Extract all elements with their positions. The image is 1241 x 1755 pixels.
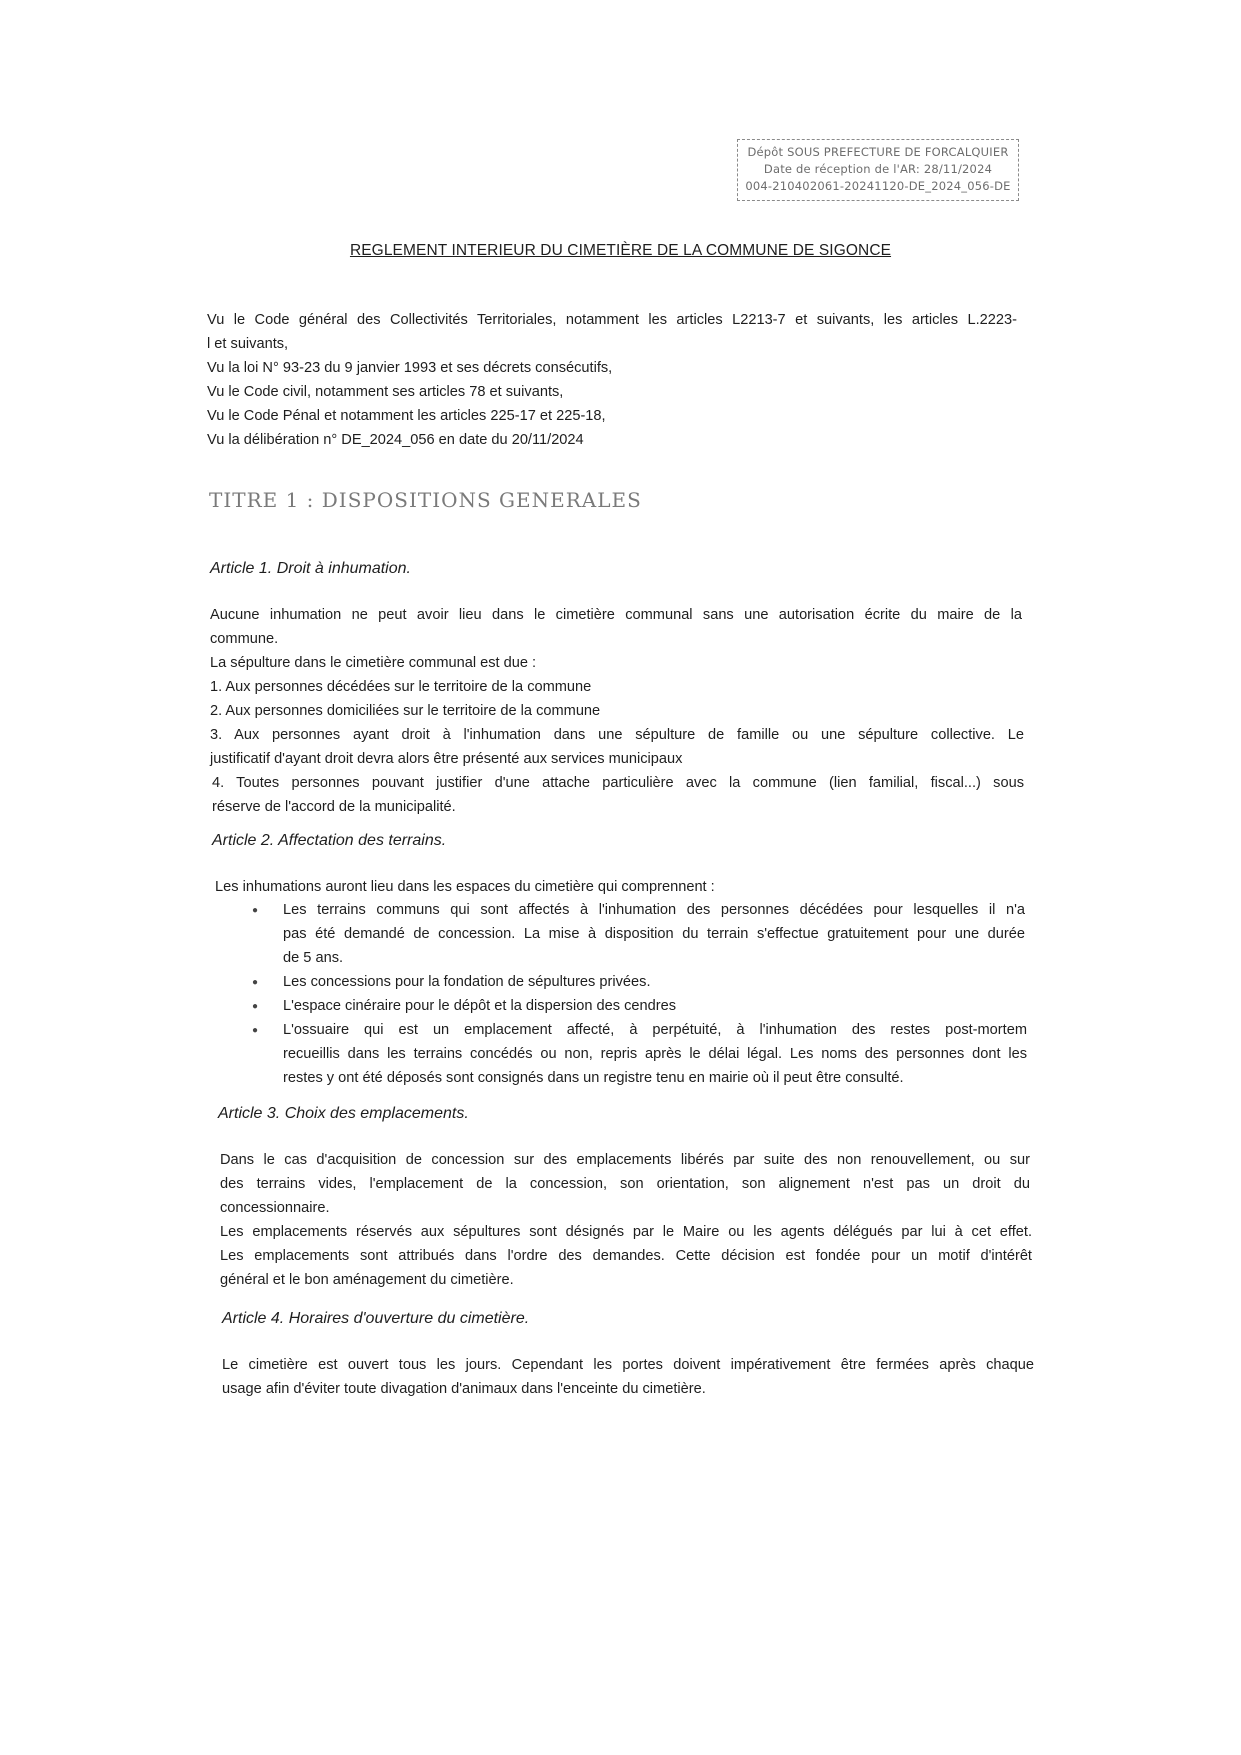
bullet-icon: ● — [252, 905, 259, 916]
article-2-line: pas été demandé de concession. La mise à disposition du terrain s'effectue gratuitement pour une durée — [283, 926, 1025, 942]
preamble-line: Vu le Code Pénal et notamment les articles 225-17 et 225-18, — [207, 408, 606, 424]
article-3-line: Dans le cas d'acquisition de concession sur des emplacements libérés par suite des non renouvellement, ou sur — [220, 1152, 1030, 1168]
bullet-icon: ● — [252, 1025, 259, 1036]
stamp-line-1: Dépôt SOUS PREFECTURE DE FORCALQUIER — [747, 145, 1009, 159]
article-3-line: général et le bon aménagement du cimetière. — [220, 1272, 514, 1288]
reception-stamp — [737, 139, 1019, 201]
section-title: TITRE 1 : DISPOSITIONS GENERALES — [209, 488, 642, 512]
article-2-intro: Les inhumations auront lieu dans les espaces du cimetière qui comprennent : — [215, 879, 715, 895]
stamp-line-2: Date de réception de l'AR: 28/11/2024 — [763, 162, 993, 176]
preamble-line: Vu la loi N° 93-23 du 9 janvier 1993 et ses décrets consécutifs, — [207, 360, 613, 376]
article-2-line: recueillis dans les terrains concédés ou non, repris après le délai légal. Les noms des personnes dont les — [283, 1046, 1027, 1062]
article-3-line: Les emplacements réservés aux sépultures sont désignés par le Maire ou les agents délégués par lui à cet effet. — [220, 1224, 1032, 1240]
article-4-line: usage afin d'éviter toute divagation d'animaux dans l'enceinte du cimetière. — [222, 1381, 706, 1397]
preamble-line: Vu le Code civil, notamment ses articles 78 et suivants, — [207, 384, 564, 400]
document-title: REGLEMENT INTERIEUR DU CIMETIÈRE DE LA COMMUNE DE SIGONCE — [349, 242, 892, 259]
article-3-line: Les emplacements sont attribués dans l'ordre des demandes. Cette décision est fondée pour un motif d'intérêt — [220, 1248, 1032, 1264]
article-3-line: des terrains vides, l'emplacement de la concession, son orientation, son alignement n'est pas un droit du — [220, 1176, 1030, 1192]
preamble-line: l et suivants, — [207, 336, 289, 352]
article-2-line: L'ossuaire qui est un emplacement affecté, à perpétuité, à l'inhumation des restes post-mortem — [283, 1022, 1027, 1038]
article-3-line: concessionnaire. — [220, 1200, 330, 1216]
article-2-line: Les concessions pour la fondation de sépultures privées. — [283, 974, 651, 990]
article-1-heading: Article 1. Droit à inhumation. — [210, 560, 411, 577]
article-1-line: La sépulture dans le cimetière communal est due : — [210, 655, 537, 671]
article-1-line: justificatif d'ayant droit devra alors être présenté aux services municipaux — [210, 751, 683, 767]
preamble-line: Vu la délibération n° DE_2024_056 en date du 20/11/2024 — [207, 432, 584, 448]
article-4-heading: Article 4. Horaires d'ouverture du cimetière. — [222, 1310, 530, 1327]
article-2-line: de 5 ans. — [283, 950, 344, 966]
article-4-line: Le cimetière est ouvert tous les jours. Cependant les portes doivent impérativement être fermées après chaque — [222, 1357, 1034, 1373]
article-1-line: 2. Aux personnes domiciliées sur le territoire de la commune — [210, 703, 601, 719]
article-2-line: L'espace cinéraire pour le dépôt et la dispersion des cendres — [283, 998, 677, 1014]
article-1-line: 4. Toutes personnes pouvant justifier d'une attache particulière avec la commune (lien familial, fiscal...) sous — [212, 775, 1024, 791]
article-2-line: restes y ont été déposés sont consignés dans un registre tenu en mairie où il peut être consulté. — [283, 1070, 904, 1086]
article-1-line: commune. — [210, 631, 279, 647]
stamp-line-3: 004-210402061-20241120-DE_2024_056-DE — [745, 179, 1011, 193]
article-1-line: 3. Aux personnes ayant droit à l'inhumation dans une sépulture de famille ou une sépulture collective. Le — [210, 727, 1024, 743]
article-2-heading: Article 2. Affectation des terrains. — [212, 832, 447, 849]
bullet-icon: ● — [252, 1001, 259, 1012]
article-1-line: réserve de l'accord de la municipalité. — [212, 799, 456, 815]
article-1-line: Aucune inhumation ne peut avoir lieu dans le cimetière communal sans une autorisation écrite du maire de la — [210, 607, 1022, 623]
article-2-line: Les terrains communs qui sont affectés à l'inhumation des personnes décédées pour lesquelles il n'a — [283, 902, 1025, 918]
article-1-line: 1. Aux personnes décédées sur le territoire de la commune — [210, 679, 592, 695]
article-3-heading: Article 3. Choix des emplacements. — [218, 1105, 469, 1122]
preamble-line: Vu le Code général des Collectivités Territoriales, notamment les articles L2213-7 et suivants, les articles L.2223- — [207, 312, 1017, 328]
bullet-icon: ● — [252, 977, 259, 988]
